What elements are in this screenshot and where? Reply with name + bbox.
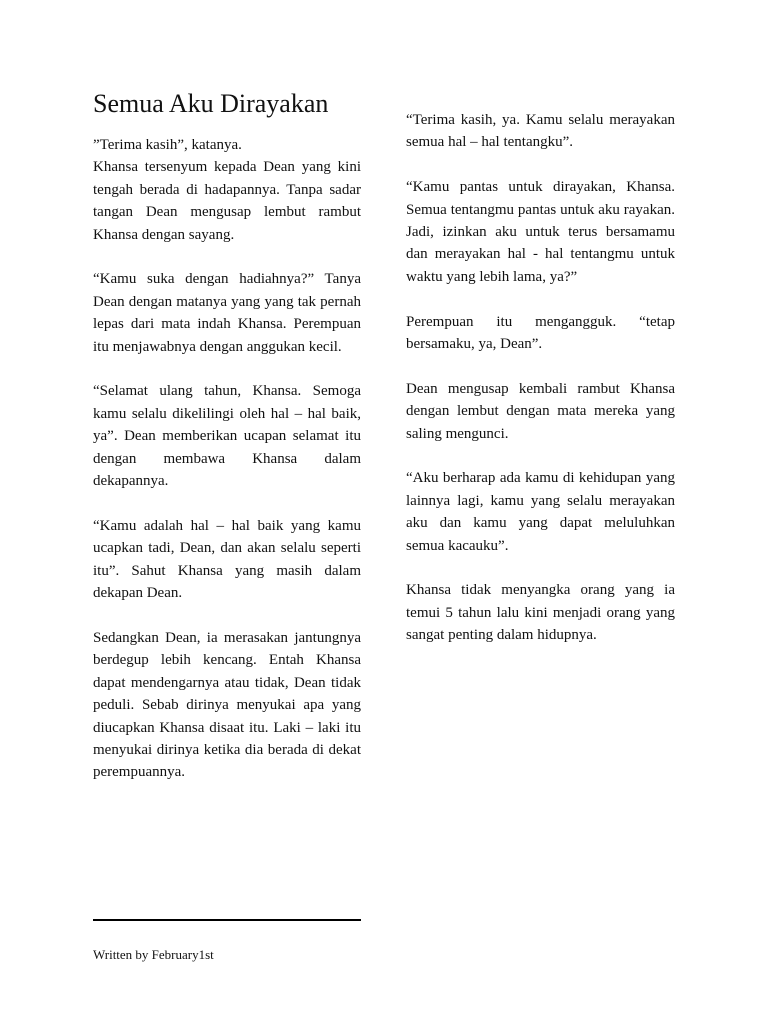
paragraph: “Terima kasih, ya. Kamu selalu merayakan semua hal – hal tentangku”. bbox=[406, 112, 675, 151]
paragraph: “Selamat ulang tahun, Khansa. Semoga kamu selalu dikelilingi oleh hal – hal baik, ya”. Dean memberikan ucapan selamat itu dengan membawa Khansa dalam dekapannya. bbox=[93, 383, 361, 490]
paragraph: Khansa tersenyum kepada Dean yang kini tengah berada di hadapannya. Tanpa sadar tangan Dean mengusap lembut rambut Khansa dengan sayang. bbox=[93, 159, 361, 243]
paragraph: Khansa tidak menyangka orang yang ia temui 5 tahun lalu kini menjadi orang yang sangat penting dalam hidupnya. bbox=[406, 582, 675, 644]
left-column bbox=[93, 84, 361, 806]
paragraph: Perempuan itu mengangguk. “tetap bersamaku, ya, Dean”. bbox=[406, 313, 675, 353]
paragraph: “Kamu suka dengan hadiahnya?” Tanya Dean dengan matanya yang yang tak pernah lepas dari mata indah Khansa. Perempuan itu menjawabnya dengan anggukan kecil. bbox=[93, 271, 361, 355]
paragraph: “Kamu adalah hal – hal baik yang kamu ucapkan tadi, Dean, dan akan selalu seperti itu”. Sahut Khansa yang masih dalam dekapan Dean. bbox=[93, 517, 361, 602]
paragraph: ”Terima kasih”, katanya. bbox=[93, 137, 242, 153]
story-title: Semua Aku Dirayakan bbox=[93, 89, 329, 118]
author-credit: Written by February1st bbox=[93, 947, 214, 962]
right-column bbox=[406, 109, 675, 669]
footer-divider bbox=[93, 919, 361, 921]
paragraph: Dean mengusap kembali rambut Khansa dengan lembut dengan mata mereka yang saling mengunci. bbox=[406, 380, 675, 442]
paragraph: “Aku berharap ada kamu di kehidupan yang lainnya lagi, kamu yang selalu merayakan aku dan kamu yang dapat meluluhkan semua kacauku”. bbox=[406, 470, 675, 554]
paragraph: Sedangkan Dean, ia merasakan jantungnya berdegup lebih kencang. Entah Khansa dapat mendengarnya atau tidak, Dean tidak peduli. Sebab dirinya menyukai apa yang diucapkan Khansa disaat itu. Laki – laki itu menyukai dirinya ketika dia berada di dekat perempuannya. bbox=[93, 629, 361, 781]
paragraph: “Kamu pantas untuk dirayakan, Khansa. Semua tentangmu pantas untuk aku rayakan. Jadi, izinkan aku untuk terus bersamamu dan merayakan hal - hal tentangmu untuk waktu yang lebih lama, ya?” bbox=[406, 179, 675, 285]
